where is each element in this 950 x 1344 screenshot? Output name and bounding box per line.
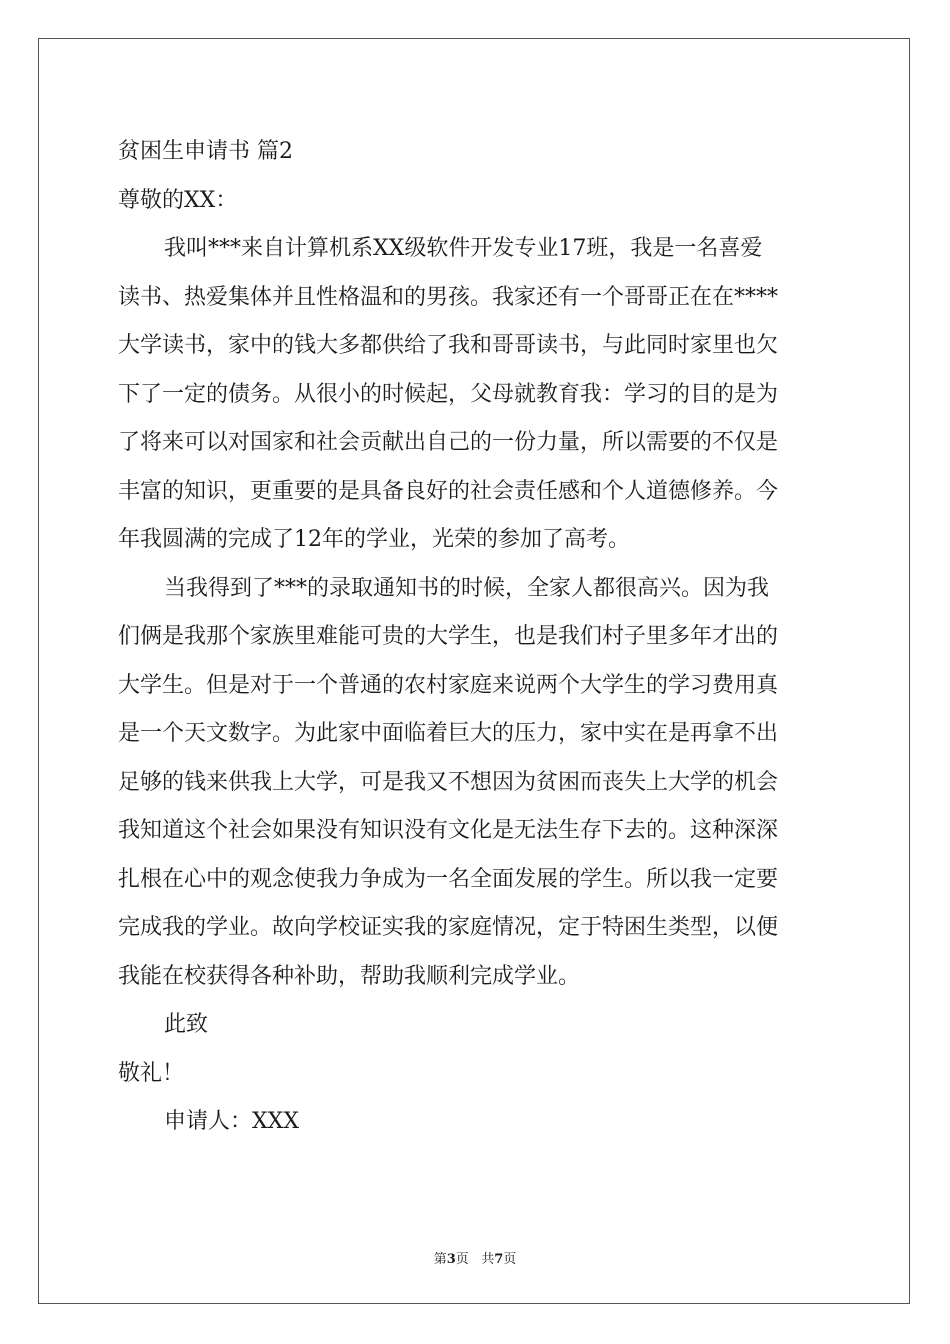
paragraph-line: 读书、热爱集体并且性格温和的男孩。我家还有一个哥哥正在在**** bbox=[118, 284, 779, 310]
page-prefix: 第 bbox=[433, 1252, 447, 1267]
total-prefix: 共 bbox=[481, 1252, 495, 1267]
paragraph-line: 大学读书，家中的钱大多都供给了我和哥哥读书，与此同时家里也欠 bbox=[118, 333, 779, 358]
paragraph-line: 我叫***来自计算机系XX级软件开发专业17班，我是一名喜爱 bbox=[164, 236, 763, 261]
paragraph-line: 完成我的学业。故向学校证实我的家庭情况，定于特困生类型，以便 bbox=[118, 915, 779, 940]
paragraph-line: 是一个天文数字。为此家中面临着巨大的压力，家中实在是再拿不出 bbox=[118, 721, 779, 746]
page-total: 7 bbox=[494, 1252, 504, 1267]
paragraph-line: 了将来可以对国家和社会贡献出自己的一份力量，所以需要的不仅是 bbox=[118, 430, 779, 455]
paragraph-line: 当我得到了***的录取通知书的时候，全家人都很高兴。因为我 bbox=[164, 575, 770, 601]
page-suffix: 页 bbox=[455, 1252, 469, 1267]
paragraph-1 bbox=[118, 225, 834, 565]
closing-respectfully: 此致 bbox=[164, 1012, 209, 1037]
paragraph-line: 大学生。但是对于一个普通的农村家庭来说两个大学生的学习费用真 bbox=[118, 672, 779, 698]
paragraph-line: 我能在校获得各种补助，帮助我顺利完成学业。 bbox=[118, 963, 581, 989]
closing-salute: 敬礼！ bbox=[118, 1060, 185, 1086]
paragraph-line: 年我圆满的完成了12年的学业，光荣的参加了高考。 bbox=[118, 527, 630, 552]
paragraph-line: 足够的钱来供我上大学，可是我又不想因为贫困而丧失上大学的机会 bbox=[118, 769, 779, 795]
document-title: 贫困生申请书 篇2 bbox=[118, 139, 293, 164]
paragraph-line: 下了一定的债务。从很小的时候起，父母就教育我：学习的目的是为 bbox=[118, 381, 779, 407]
paragraph-line: 丰富的知识，更重要的是具备良好的社会责任感和个人道德修养。今 bbox=[118, 478, 779, 504]
page-current: 3 bbox=[446, 1252, 456, 1267]
paragraph-line: 们俩是我那个家族里难能可贵的大学生，也是我们村子里多年才出的 bbox=[118, 624, 779, 649]
salutation: 尊敬的XX： bbox=[118, 187, 238, 213]
total-suffix: 页 bbox=[503, 1252, 517, 1267]
paragraph-2 bbox=[118, 565, 834, 1002]
paragraph-line: 我知道这个社会如果没有知识没有文化是无法生存下去的。这种深深 bbox=[118, 818, 779, 843]
paragraph-line: 扎根在心中的观念使我力争成为一名全面发展的学生。所以我一定要 bbox=[118, 866, 779, 892]
document-body bbox=[118, 128, 834, 1147]
applicant-signature: 申请人：XXX bbox=[164, 1109, 299, 1134]
page-footer bbox=[0, 1248, 950, 1267]
